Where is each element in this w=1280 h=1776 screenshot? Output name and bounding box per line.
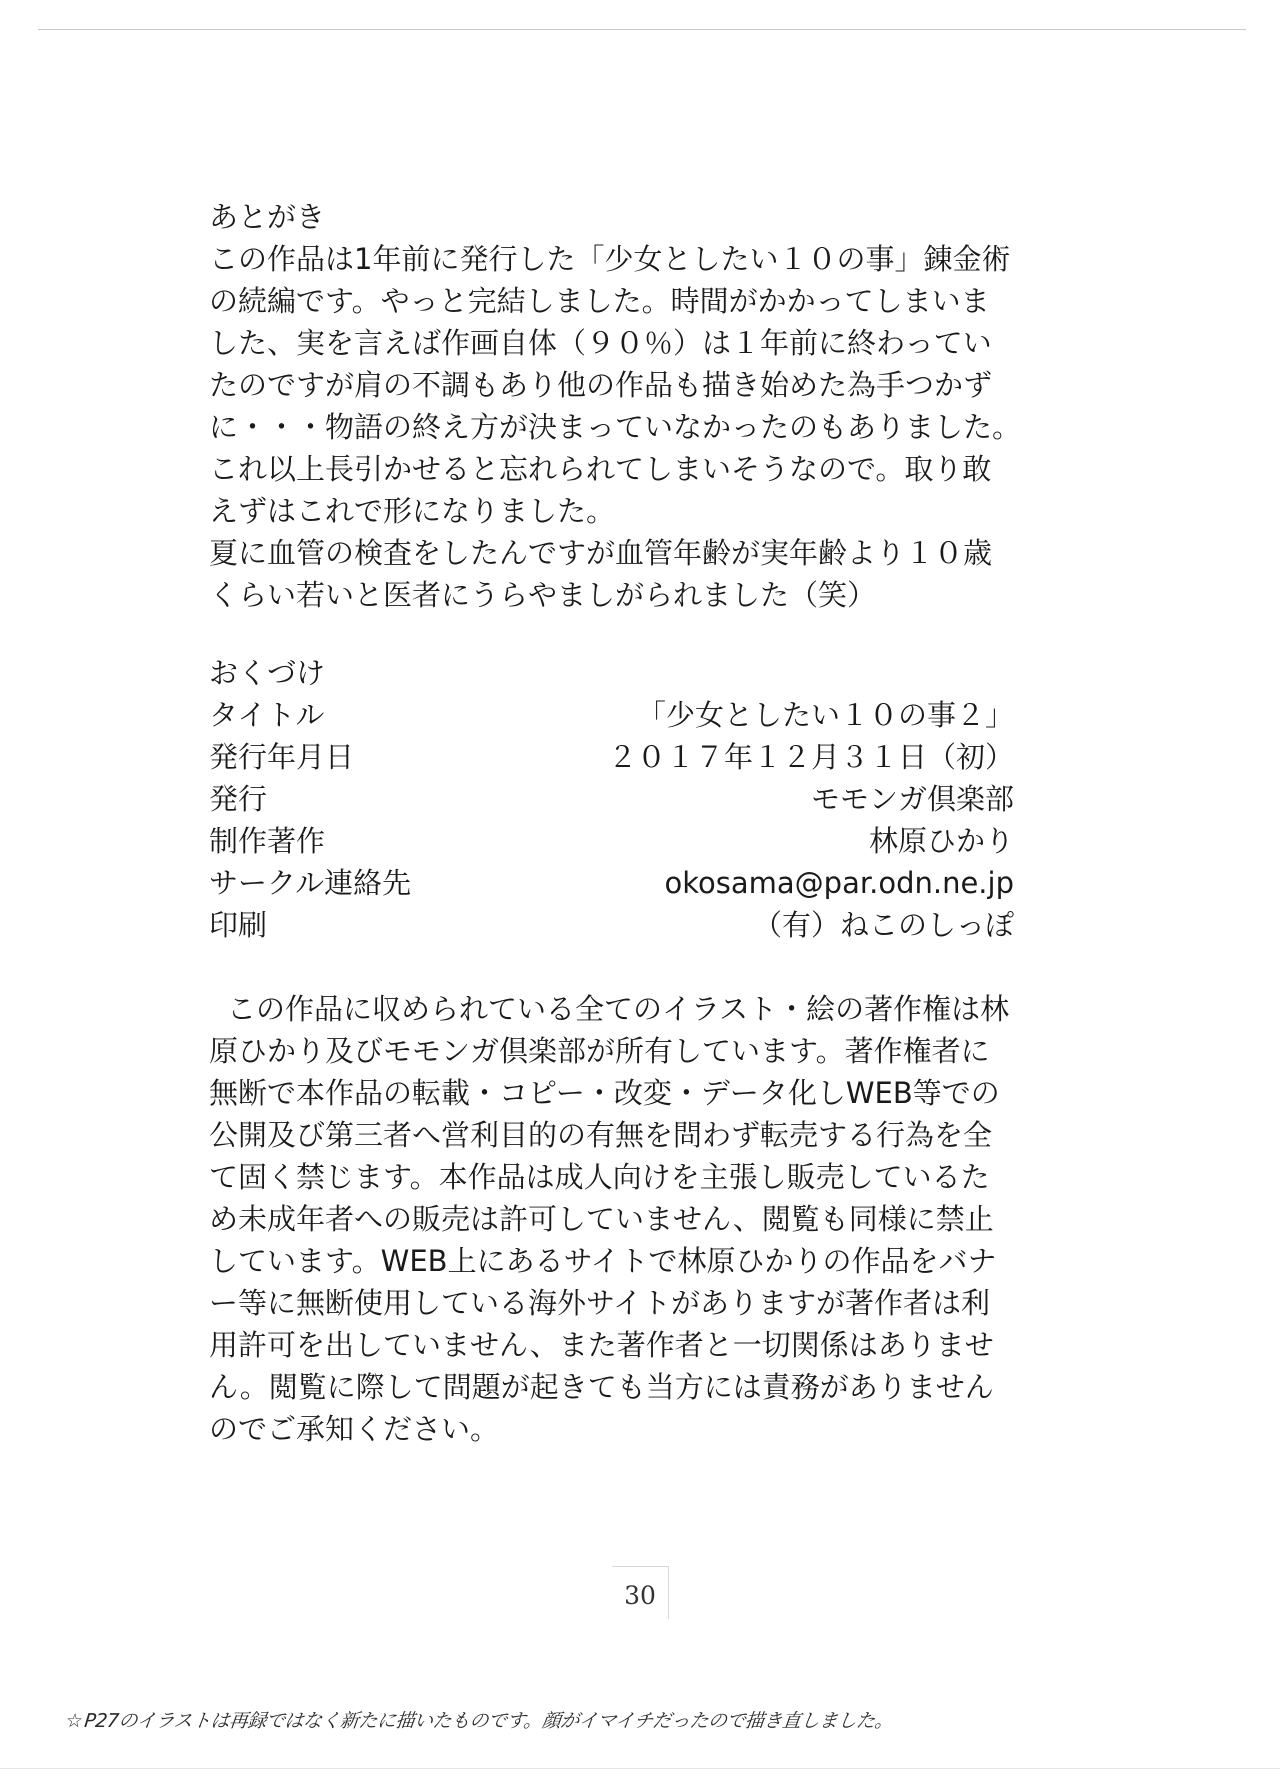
top-divider — [38, 29, 1246, 30]
afterword-heading: あとがき — [209, 200, 326, 234]
colophon-row-date — [209, 736, 1014, 778]
colophon-row-printer — [209, 904, 1014, 946]
colophon-section — [209, 652, 1071, 946]
afterword-line: この作品は1年前に発行した「少女としたい１０の事」錬金術 — [209, 242, 1011, 276]
colophon-value: 林原ひかり — [868, 824, 1014, 858]
colophon-value: （有）ねこのしっぽ — [752, 908, 1014, 942]
copyright-line: め未成年者への販売は許可していません、閲覧も同様に禁止 — [209, 1202, 994, 1236]
afterword-line: たのですが肩の不調もあり他の作品も描き始めた為手つかず — [209, 368, 993, 402]
colophon-heading: おくづけ — [209, 656, 326, 690]
page-number-box — [612, 1566, 669, 1619]
colophon-row-contact — [209, 862, 1014, 904]
contact-email: okosama@par.odn.ne.jp — [664, 866, 1014, 900]
note-text: P27のイラストは再録ではなく新たに描いたものです。顔がイマイチだったので描き直しました。 — [83, 1710, 895, 1732]
colophon-label: タイトル — [209, 698, 325, 732]
colophon-label: 発行 — [209, 782, 268, 816]
colophon-row-publisher — [209, 778, 1014, 820]
copyright-line: て固く禁じます。本作品は成人向けを主張し販売しているた — [209, 1160, 990, 1194]
copyright-line: 原ひかり及びモモンガ倶楽部が所有しています。著作権者に — [209, 1034, 990, 1068]
afterword-section — [209, 196, 1071, 616]
copyright-line: ー等に無断使用している海外サイトがありますが著作者は利 — [209, 1286, 990, 1320]
afterword-line: えずはこれで形になりました。 — [209, 494, 616, 528]
colophon-label: 制作著作 — [209, 824, 326, 858]
colophon-label: 印刷 — [209, 908, 268, 942]
page-content — [209, 196, 1071, 1450]
star-icon: ☆ — [64, 1710, 84, 1732]
copyright-line: この作品に収められている全てのイラスト・絵の著作権は林 — [227, 992, 1010, 1026]
copyright-line: のでご承知ください。 — [209, 1412, 500, 1446]
copyright-line: 用許可を出していません、また著作者と一切関係はありませ — [209, 1328, 994, 1362]
colophon-value: 「少女としたい１０の事２」 — [636, 698, 1014, 732]
colophon-value: ２０１７年１２月３１日（初） — [607, 740, 1014, 774]
afterword-line: これ以上長引かせると忘れられてしまいそうなので。取り敢 — [209, 452, 992, 486]
afterword-line: に・・・物語の終え方が決まっていなかったのもありました。 — [209, 410, 1022, 444]
copyright-line: 無断で本作品の転載・コピー・改変・データ化しWEB等での — [209, 1076, 1000, 1110]
copyright-line: 公開及び第三者へ営利目的の有無を問わず転売する行為を全 — [209, 1118, 993, 1152]
colophon-row-title — [209, 694, 1014, 736]
colophon-value: モモンガ倶楽部 — [810, 782, 1014, 816]
handwritten-note — [65, 1706, 895, 1733]
colophon-row-author — [209, 820, 1014, 862]
bottom-divider — [0, 1768, 1280, 1769]
copyright-section — [209, 988, 1071, 1450]
copyright-line: しています。WEB上にあるサイトで林原ひかりの作品をバナ — [209, 1244, 997, 1278]
afterword-line: した、実を言えば作画自体（９０％）は１年前に終わってい — [209, 326, 992, 360]
copyright-line: ん。閲覧に際して問題が起きても当方には責務がありません — [209, 1370, 994, 1404]
afterword-line: 夏に血管の検査をしたんですが血管年齢が実年齢より１０歳 — [209, 536, 993, 570]
colophon-label: 発行年月日 — [209, 740, 355, 774]
page-number: 30 — [624, 1581, 656, 1610]
afterword-line: くらい若いと医者にうらやましがられました（笑） — [209, 578, 877, 612]
colophon-label: サークル連絡先 — [209, 866, 412, 900]
afterword-line: の続編です。やっと完結しました。時間がかかってしまいま — [209, 284, 990, 318]
